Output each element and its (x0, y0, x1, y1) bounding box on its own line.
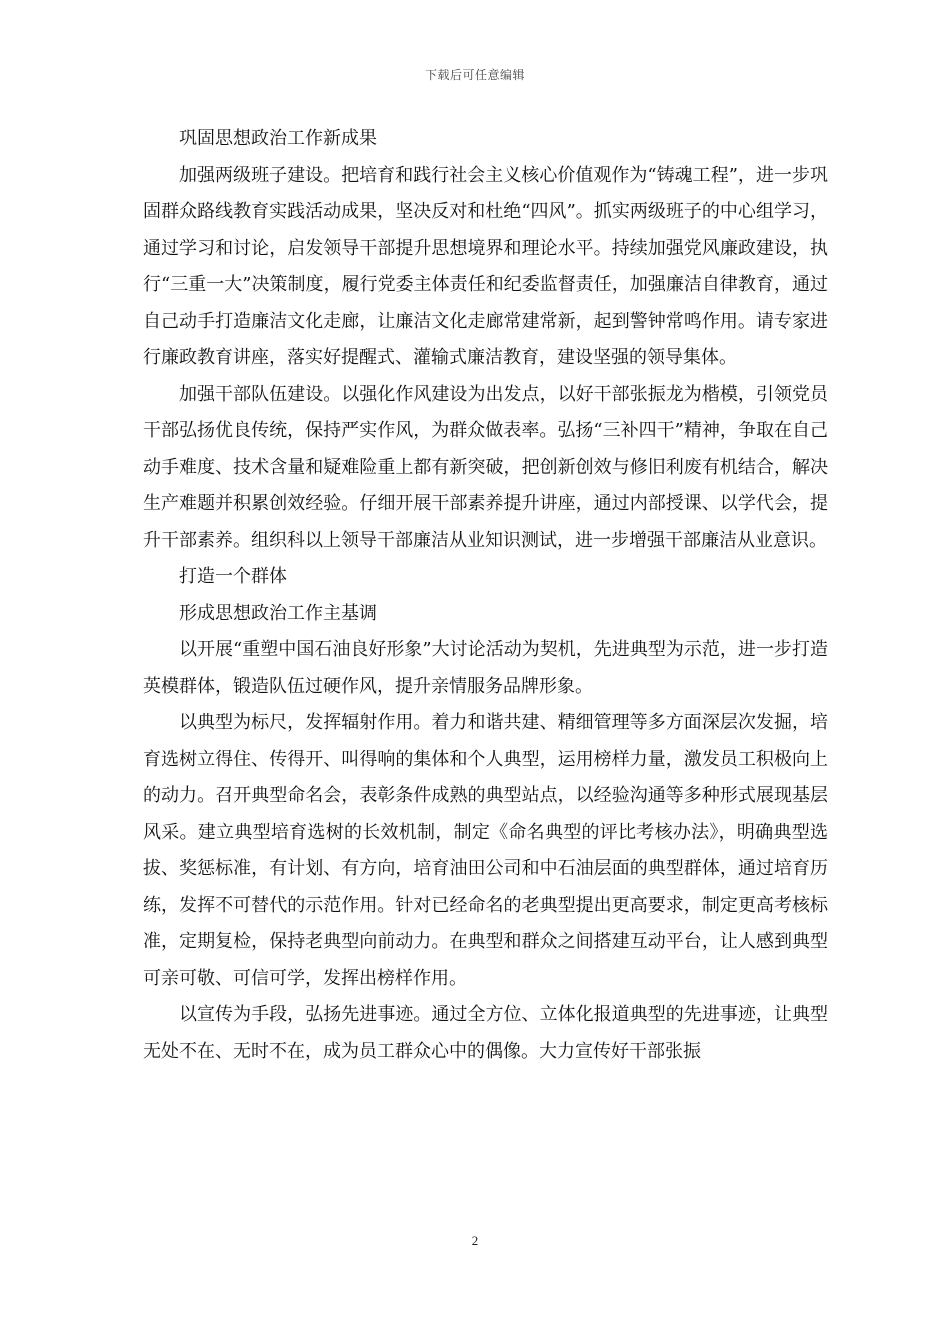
section-subheading-keynote: 形成思想政治工作主基调 (179, 602, 377, 624)
section-heading-group: 打造一个群体 (179, 566, 287, 587)
paragraph-leadership-building: 加强两级班子建设。把培育和践行社会主义核心价值观作为“铸魂工程”，进一步巩固群众路线教育实践活动成果，坚决反对和杜绝“四风”。抓实两级班子的中心组学习，通过学习和讨论，启发领导干部提升思想境界和理论水平。持续加强党风廉政建设，执行“三重一大”决策制度，履行党委主体责任和纪委监督责任，加强廉洁自律教育，通过自己动手打造廉洁文化走廊，让廉洁文化走廊常建常新，起到警钟常鸣作用。请专家进行廉政教育讲座，落实好提醒式、灌输式廉洁教育，建设坚强的领导集体。 (143, 164, 828, 368)
paragraph-image-campaign: 以开展“重塑中国石油良好形象”大讨论活动为契机，先进典型为示范，进一步打造英模群体，锻造队伍过硬作风，提升亲情服务品牌形象。 (143, 639, 828, 697)
paragraph-publicity: 以宣传为手段，弘扬先进事迹。通过全方位、立体化报道典型的先进事迹，让典型无处不在、无时不在，成为员工群众心中的偶像。大力宣传好干部张振 (143, 1004, 828, 1062)
page-number: 2 (471, 1233, 479, 1248)
page-header: 下载后可任意编辑 (424, 68, 525, 82)
section-heading-consolidate: 巩固思想政治工作新成果 (179, 128, 377, 149)
paragraph-role-models: 以典型为标尺，发挥辐射作用。着力和谐共建、精细管理等多方面深层次发掘，培育选树立得住、传得开、叫得响的集体和个人典型，运用榜样力量，激发员工积极向上的动力。召开典型命名会，表彰条件成熟的典型站点，以经验沟通等多种形式展现基层风采。建立典型培育选树的长效机制，制定《命名典型的评比考核办法》，明确典型选拔、奖惩标准，有计划、有方向，培育油田公司和中石油层面的典型群体，通过培育历练，发挥不可替代的示范作用。针对已经命名的老典型提出更高要求，制定更高考核标准，定期复检，保持老典型向前动力。在典型和群众之间搭建互动平台，让人感到典型可亲可敬、可信可学，发挥出榜样作用。 (143, 712, 828, 989)
paragraph-cadre-building: 加强干部队伍建设。以强化作风建设为出发点，以好干部张振龙为楷模，引领党员干部弘扬优良传统，保持严实作风，为群众做表率。弘扬“三补四干”精神，争取在自己动手难度、技术含量和疑难险重上都有新突破，把创新创效与修旧利废有机结合，解决生产难题并积累创效经验。仔细开展干部素养提升讲座，通过内部授课、以学代会，提升干部素养。组织科以上领导干部廉洁从业知识测试，进一步增强干部廉洁从业意识。 (143, 383, 828, 551)
document-body (143, 121, 828, 1070)
